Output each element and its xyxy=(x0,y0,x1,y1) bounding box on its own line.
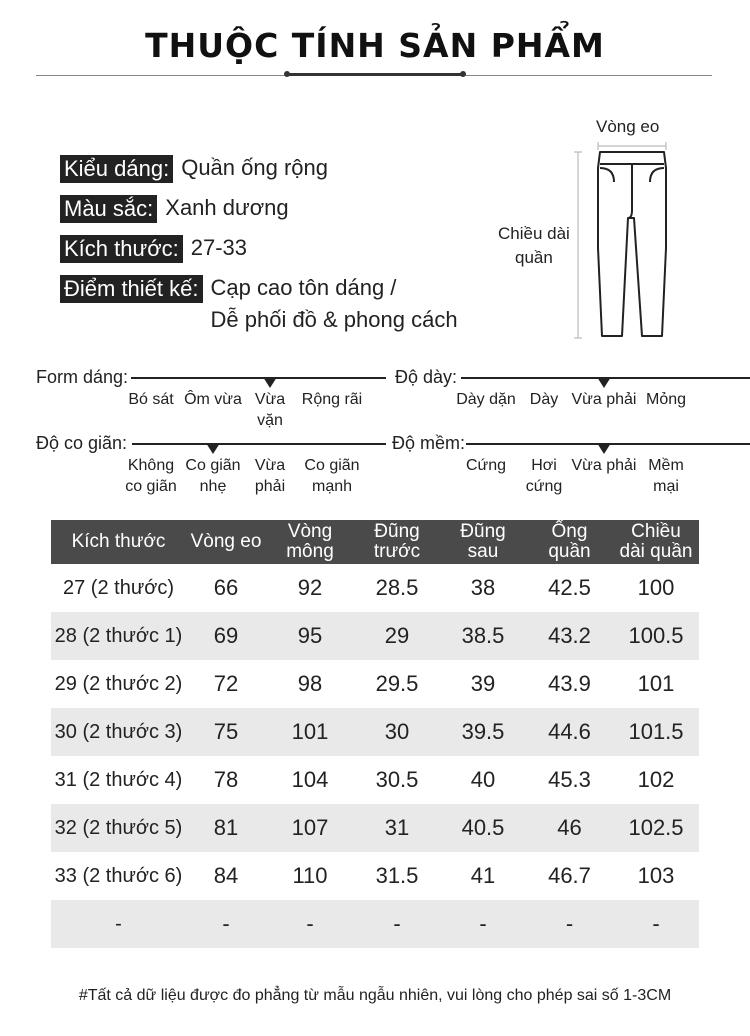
table-cell: 103 xyxy=(637,863,675,888)
column-header-line: dài quần xyxy=(619,541,693,562)
scale-option xyxy=(572,389,637,410)
scale-option xyxy=(185,455,240,497)
table-cell: 102 xyxy=(637,767,675,792)
column-header-line: Vòng eo xyxy=(190,531,262,552)
column-header-line: Chiều xyxy=(631,521,681,542)
measurement-footnote: #Tất cả dữ liệu được đo phẳng từ mẫu ngẫu nhiên, vui lòng cho phép sai số 1-3CM xyxy=(78,987,672,1004)
pants-length-label-line: quần xyxy=(515,248,553,267)
fit-scale xyxy=(395,367,735,427)
table-row xyxy=(51,612,699,660)
table-cell: 92 xyxy=(297,575,323,600)
scale-option-line: mại xyxy=(653,478,679,495)
scale-option xyxy=(466,455,506,476)
column-header xyxy=(51,520,186,564)
scale-option-line: mạnh xyxy=(311,478,353,495)
attribute-key: Màu sắc: xyxy=(60,195,157,223)
pants-length-label-line: Chiều dài xyxy=(498,224,570,243)
scale-option-line: Ôm vừa xyxy=(184,391,242,408)
column-header-line: sau xyxy=(467,541,499,562)
table-cell: - xyxy=(186,900,266,948)
table-cell: 28 (2 thước 1) xyxy=(51,612,186,660)
table-cell: 42.5 xyxy=(548,575,591,600)
table-cell: 30.5 xyxy=(375,767,419,792)
table-cell: 29.5 xyxy=(375,671,419,696)
table-cell: 100.5 xyxy=(613,612,699,660)
column-header xyxy=(354,520,440,564)
column-header-line: mông xyxy=(286,541,334,562)
scale-option-line: co giãn xyxy=(125,478,177,495)
column-header-line: Ống quần xyxy=(548,521,591,562)
table-cell: 39.5 xyxy=(440,708,526,756)
attribute-key: Điểm thiết kế: xyxy=(60,275,203,303)
table-row xyxy=(51,756,699,804)
table-cell: 40 xyxy=(470,767,496,792)
table-cell: - xyxy=(51,900,186,948)
scale-option xyxy=(125,455,177,497)
table-cell: 44.6 xyxy=(526,708,613,756)
table-cell: 31 xyxy=(354,804,440,852)
table-cell: 72 xyxy=(213,671,239,696)
table-cell: 39 xyxy=(470,671,496,696)
table-cell: 107 xyxy=(266,804,354,852)
title-accent-dot-left xyxy=(284,71,290,77)
table-cell: 43.9 xyxy=(548,671,591,696)
fit-scale xyxy=(36,367,376,427)
fit-scale xyxy=(36,433,376,493)
table-cell: 101.5 xyxy=(613,708,699,756)
scale-option xyxy=(255,455,285,497)
scale-option-line: Mềm xyxy=(648,457,684,474)
scale-option-line: Vừa xyxy=(254,391,286,408)
table-cell: - xyxy=(266,900,354,948)
scale-marker-icon xyxy=(206,443,220,454)
scale-option xyxy=(255,389,285,431)
table-cell: 28.5 xyxy=(375,575,419,600)
scale-option xyxy=(530,389,558,410)
attribute-key: Kiểu dáng: xyxy=(60,155,173,183)
attribute-value: Quần ống rộng xyxy=(181,155,328,180)
attribute-value-line: Cạp cao tôn dáng / xyxy=(210,275,397,300)
scale-option-line: Bó sát xyxy=(128,391,174,408)
scale-option-line: Vừa phải xyxy=(571,457,637,474)
attribute-value-line: Dễ phối đồ & phong cách xyxy=(210,307,458,332)
column-header-line: Đũng xyxy=(460,521,506,542)
scale-option-line: Rộng rãi xyxy=(301,391,363,408)
table-cell: 32 (2 thước 5) xyxy=(51,804,186,852)
size-table-header xyxy=(51,520,699,564)
scale-option xyxy=(128,389,173,410)
table-cell: 95 xyxy=(266,612,354,660)
scale-label: Độ co giãn: xyxy=(36,433,128,453)
scale-option-line: Dày dặn xyxy=(456,391,516,408)
table-row xyxy=(51,564,699,612)
table-cell: 38.5 xyxy=(440,612,526,660)
scale-option xyxy=(302,389,362,410)
scale-marker-icon xyxy=(263,377,277,388)
table-cell: 100 xyxy=(637,575,675,600)
table-cell: 69 xyxy=(186,612,266,660)
table-cell: 84 xyxy=(213,863,239,888)
table-cell: - xyxy=(526,900,613,948)
scale-option xyxy=(646,389,686,410)
scale-track xyxy=(132,443,386,445)
table-cell: 66 xyxy=(213,575,239,600)
table-row xyxy=(51,852,699,900)
attribute-color xyxy=(60,195,289,223)
attribute-value: Xanh dương xyxy=(165,195,289,220)
scale-option xyxy=(526,455,563,497)
table-cell: 101 xyxy=(637,671,675,696)
scale-option-line: Co giãn xyxy=(304,457,360,474)
column-header xyxy=(526,520,613,564)
attribute-style xyxy=(60,155,328,183)
column-header xyxy=(613,520,699,564)
scale-label: Độ mềm: xyxy=(392,433,466,453)
scale-marker-icon xyxy=(597,377,611,388)
scale-option-line: Vừa xyxy=(254,457,286,474)
scale-option-line: Không xyxy=(127,457,175,474)
column-header xyxy=(266,520,354,564)
column-header xyxy=(186,520,266,564)
column-header xyxy=(440,520,526,564)
scale-marker-icon xyxy=(597,443,611,454)
scale-option-line: vặn xyxy=(257,412,283,429)
attribute-value xyxy=(211,272,458,336)
attribute-key: Kích thước: xyxy=(60,235,183,263)
scale-option-line: Co giãn xyxy=(185,457,241,474)
scale-option-line: nhẹ xyxy=(199,478,227,495)
table-cell: 98 xyxy=(297,671,323,696)
table-row xyxy=(51,660,699,708)
table-cell: 29 (2 thước 2) xyxy=(54,672,183,695)
scale-option xyxy=(184,389,242,410)
table-cell: 40.5 xyxy=(440,804,526,852)
table-cell: 104 xyxy=(291,767,329,792)
scale-option-line: cứng xyxy=(525,478,563,495)
table-cell: 43.2 xyxy=(526,612,613,660)
table-cell: 102.5 xyxy=(613,804,699,852)
table-cell: 31.5 xyxy=(375,863,419,888)
table-row xyxy=(51,900,699,948)
column-header-line: Đũng xyxy=(374,521,420,542)
table-cell: 30 (2 thước 3) xyxy=(51,708,186,756)
scale-option-line: Vừa phải xyxy=(571,391,637,408)
table-cell: 41 xyxy=(470,863,496,888)
column-header-line: Kích thước xyxy=(71,531,166,552)
scale-label: Form dáng: xyxy=(36,367,129,387)
pants-waist-label: Vòng eo xyxy=(596,117,660,136)
scale-option xyxy=(456,389,516,410)
table-cell: 110 xyxy=(292,863,328,888)
attribute-design xyxy=(60,275,458,336)
table-cell: - xyxy=(613,900,699,948)
pants-diagram-icon xyxy=(570,138,680,348)
scale-label: Độ dày: xyxy=(395,367,458,387)
scale-option-line: Cứng xyxy=(465,457,507,474)
table-cell: - xyxy=(354,900,440,948)
table-cell: 30 xyxy=(354,708,440,756)
table-cell: 101 xyxy=(266,708,354,756)
table-cell: 46 xyxy=(526,804,613,852)
scale-track xyxy=(131,377,386,379)
table-cell: 45.3 xyxy=(548,767,591,792)
table-cell: 81 xyxy=(186,804,266,852)
table-cell: 27 (2 thước) xyxy=(63,576,174,599)
table-cell: 38 xyxy=(470,575,496,600)
table-cell: - xyxy=(440,900,526,948)
scale-option-line: Hơi xyxy=(531,457,557,474)
table-cell: 75 xyxy=(186,708,266,756)
scale-option xyxy=(304,455,359,497)
column-header-line: trước xyxy=(373,541,421,562)
table-cell: 29 xyxy=(354,612,440,660)
scale-option-line: Mỏng xyxy=(645,391,687,408)
table-cell: 31 (2 thước 4) xyxy=(54,768,183,791)
attribute-size xyxy=(60,235,247,263)
scale-option-line: phải xyxy=(254,478,286,495)
column-header-line: Vòng xyxy=(287,521,333,542)
title-accent-bar xyxy=(287,73,463,76)
table-cell: 46.7 xyxy=(548,863,591,888)
attribute-value: 27-33 xyxy=(190,235,248,260)
page-title: THUỘC TÍNH SẢN PHẨM xyxy=(145,26,605,65)
pants-length-label xyxy=(498,222,570,270)
table-row xyxy=(51,708,699,756)
title-accent-dot-right xyxy=(460,71,466,77)
size-table xyxy=(51,520,699,948)
table-row xyxy=(51,804,699,852)
table-cell: 78 xyxy=(213,767,239,792)
scale-option xyxy=(572,455,637,476)
scale-option xyxy=(648,455,684,497)
table-cell: 33 (2 thước 6) xyxy=(54,864,183,887)
fit-scale xyxy=(392,433,732,493)
scale-option-line: Dày xyxy=(529,391,559,408)
